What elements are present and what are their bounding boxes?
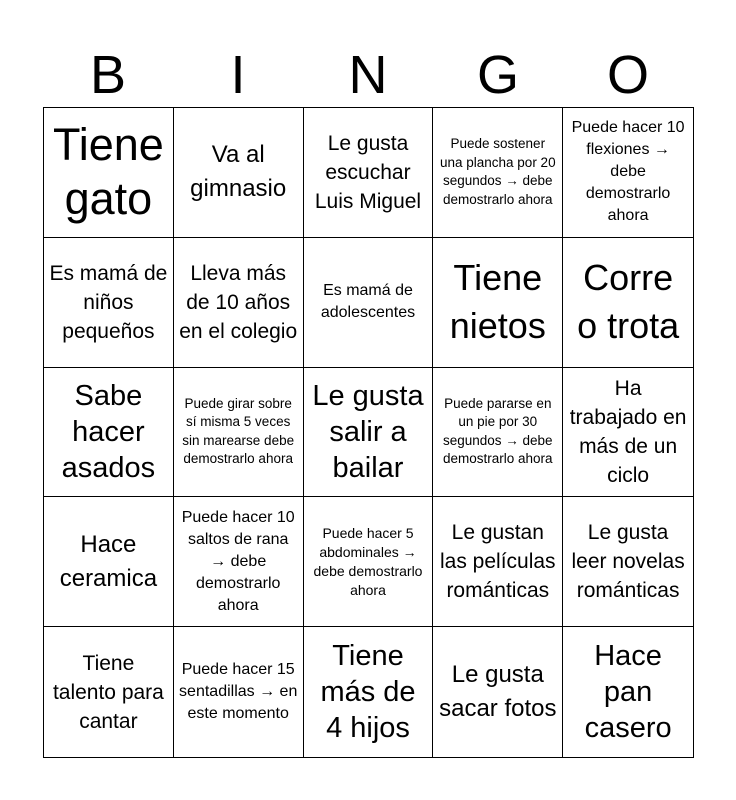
- header-letter-b: B: [89, 45, 127, 105]
- cell-text: Puede girar sobre sí misma 5 veces sin marearse debe demostrarlo ahora: [182, 395, 295, 467]
- bingo-cell-r5-c5[interactable]: [563, 627, 693, 757]
- bingo-header: [43, 46, 693, 104]
- cell-text: Puede hacer 10 saltos de rana → debe demostrarlo ahora: [181, 508, 295, 614]
- header-letter-i: I: [230, 45, 246, 105]
- bingo-cell-r5-c4[interactable]: [433, 627, 563, 757]
- bingo-cell-r4-c4[interactable]: [433, 497, 563, 627]
- bingo-cell-r4-c3[interactable]: [304, 497, 434, 627]
- bingo-cell-r3-c1[interactable]: [44, 368, 174, 498]
- cell-text: Lleva más de 10 años en el colegio: [179, 261, 298, 343]
- bingo-cell-r4-c1[interactable]: [44, 497, 174, 627]
- cell-text: Es mamá de adolescentes: [320, 282, 416, 322]
- cell-text: Es mamá de niños pequeños: [49, 261, 168, 343]
- cell-text: Sabe hacer asados: [61, 379, 156, 484]
- bingo-cell-r5-c3[interactable]: [304, 627, 434, 757]
- bingo-cell-r3-c3[interactable]: [304, 368, 434, 498]
- bingo-cell-r4-c2[interactable]: [174, 497, 304, 627]
- cell-text: Tiene nietos: [449, 257, 546, 347]
- header-letter-o: O: [606, 45, 649, 105]
- bingo-cell-r2-c5[interactable]: [563, 238, 693, 368]
- bingo-cell-r5-c2[interactable]: [174, 627, 304, 757]
- cell-text: Le gusta escuchar Luis Miguel: [314, 131, 422, 213]
- bingo-cell-r4-c5[interactable]: [563, 497, 693, 627]
- cell-text: Puede sostener una plancha por 20 segundos → debe demostrarlo ahora: [439, 136, 556, 207]
- header-letter-g: G: [476, 45, 519, 105]
- cell-text: Va al gimnasio: [190, 141, 287, 203]
- cell-text: Le gusta leer novelas románticas: [571, 521, 685, 603]
- bingo-cell-r1-c3[interactable]: [304, 108, 434, 238]
- cell-text: Hace ceramica: [59, 530, 158, 592]
- cell-text: Puede hacer 15 sentadillas → en este momento: [179, 661, 298, 723]
- bingo-cell-r1-c1[interactable]: [44, 108, 174, 238]
- bingo-cell-r1-c4[interactable]: [433, 108, 563, 238]
- bingo-grid: [43, 107, 694, 758]
- bingo-cell-r3-c2[interactable]: [174, 368, 304, 498]
- bingo-cell-r1-c5[interactable]: [563, 108, 693, 238]
- bingo-cell-r3-c4[interactable]: [433, 368, 563, 498]
- bingo-cell-r1-c2[interactable]: [174, 108, 304, 238]
- cell-text: Tiene talento para cantar: [52, 651, 164, 733]
- bingo-cell-r2-c1[interactable]: [44, 238, 174, 368]
- cell-text: Le gusta salir a bailar: [312, 379, 424, 484]
- cell-text: Le gusta sacar fotos: [439, 661, 557, 723]
- header-letter-n: N: [348, 45, 388, 105]
- cell-text: Ha trabajado en más de un ciclo: [569, 376, 687, 487]
- cell-text: Puede hacer 10 flexiones → debe demostrarlo ahora: [571, 119, 685, 225]
- bingo-cell-r2-c2[interactable]: [174, 238, 304, 368]
- cell-text: Corre o trota: [577, 257, 680, 347]
- cell-text: Tiene más de 4 hijos: [320, 640, 416, 745]
- cell-text: Puede hacer 5 abdominales → debe demostrarlo ahora: [313, 524, 423, 598]
- bingo-cell-r2-c3[interactable]: [304, 238, 434, 368]
- cell-text: Hace pan casero: [584, 640, 672, 745]
- cell-text: Tiene gato: [52, 119, 164, 225]
- bingo-cell-r2-c4[interactable]: [433, 238, 563, 368]
- bingo-cell-r5-c1[interactable]: [44, 627, 174, 757]
- cell-text: Puede pararse en un pie por 30 segundos → debe demostrarlo ahora: [442, 395, 553, 467]
- cell-text: Le gustan las películas románticas: [440, 521, 556, 603]
- bingo-cell-r3-c5[interactable]: [563, 368, 693, 498]
